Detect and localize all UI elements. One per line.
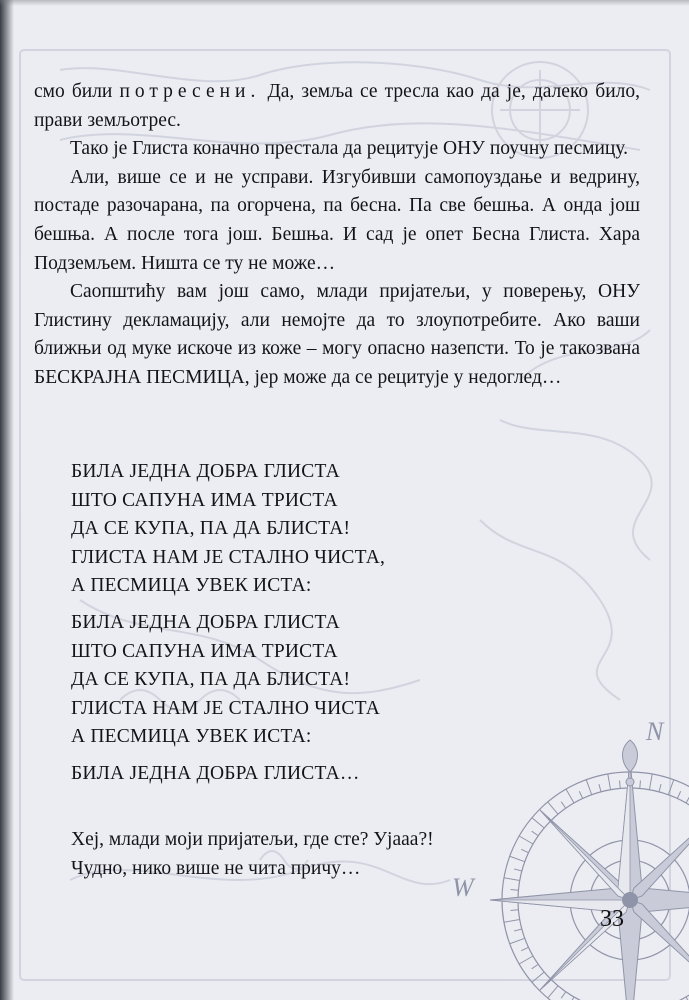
- closing-line-1: Хеј, млади моји пријатељи, где сте? Ујааа?!: [71, 829, 434, 850]
- poem-line: ГЛИСТА НАМ ЈЕ СТАЛНО ЧИСТА: [71, 697, 381, 719]
- closing-line-2: Чудно, нико више не чита причу…: [71, 857, 361, 879]
- compass-tick: [514, 929, 522, 931]
- compass-tick: [532, 818, 544, 828]
- poem-line: ДА СЕ КУПА, ПА ДА БЛИСТА!: [71, 518, 351, 539]
- compass-tick: [640, 780, 641, 788]
- page-number: 33: [600, 906, 624, 932]
- compass-tick: [510, 856, 525, 861]
- poem-line: А ПЕСМИЦА УВЕК ИСТА:: [71, 726, 312, 747]
- compass-tick: [521, 849, 528, 852]
- compass-west-label: W: [452, 873, 474, 902]
- compass-tick: [649, 774, 652, 790]
- poem-line: ДА СЕ КУПА, ПА ДА БЛИСТА!: [71, 669, 351, 690]
- compass-rose-illustration: [430, 700, 689, 1000]
- paragraph-4: Саопштићу вам још само, млади пријатељи, у поверењу, ОНУ Глистину декламацију, али немојте да то злоупотребите. Ако ваши ближњи од муке искоче из коже – могу опасно назепсти. То је такозвана БЕСКРАЈНА ПЕСМИЦА, јер може да се рецитује у недоглед…: [34, 281, 640, 388]
- poem-line: ШТО САПУНА ИМА ТРИСТА: [71, 640, 338, 662]
- compass-tick: [510, 910, 518, 911]
- compass-tick: [620, 780, 621, 788]
- poem-line: БИЛА ЈЕДНА ДОБРА ГЛИСТА…: [71, 763, 360, 784]
- prose-block: [34, 78, 640, 393]
- poem-line: А ПЕСМИЦА УВЕК ИСТА:: [71, 575, 312, 596]
- compass-tick: [532, 972, 544, 982]
- compass-tick: [586, 780, 591, 795]
- compass-tick: [519, 956, 533, 964]
- paragraph-1-prefix: смо били: [34, 81, 120, 102]
- compass-tick: [677, 791, 680, 798]
- poem-line: БИЛА ЈЕДНА ДОБРА ГЛИСТА: [71, 461, 340, 482]
- compass-tick: [579, 791, 582, 798]
- compass-tick: [514, 869, 522, 871]
- compass-tick: [519, 836, 533, 844]
- compass-tick: [608, 774, 611, 790]
- compass-tick: [561, 992, 566, 999]
- compass-tick: [510, 890, 518, 891]
- compass-tick: [548, 986, 558, 998]
- compass-tick: [566, 789, 574, 803]
- compass-tick: [532, 964, 539, 969]
- poem-line: БИЛА ЈЕДНА ДОБРА ГЛИСТА: [71, 612, 340, 633]
- paragraph-3: Али, више се и не усправи. Изгубивши самопоуздање и ведрину, постаде разочарана, па огорчена, па бесна. Па све бешња. А онда још бешња. А после тога још. Бешња. И сад је опет Бесна Глиста. Хара Подземљем. Ништа се ту не може…: [34, 166, 640, 274]
- compass-tick: [668, 780, 673, 795]
- spaced-word: потресени.: [119, 81, 261, 102]
- compass-tick: [504, 878, 520, 881]
- compass-tick: [659, 784, 661, 792]
- compass-tick: [548, 802, 558, 814]
- poem-line: ГЛИСТА НАМ ЈЕ СТАЛНО ЧИСТА,: [71, 546, 386, 568]
- compass-tick: [561, 802, 566, 809]
- compass-tick: [521, 947, 528, 950]
- compass-north-label: N: [646, 717, 664, 746]
- paragraph-1-rest: Да, земља се тресла као да је, далеко било, прави земљотрес.: [34, 81, 640, 131]
- paragraph-1: [34, 78, 640, 135]
- poem-stanza-1: [71, 458, 591, 601]
- compass-tick: [504, 919, 520, 922]
- compass-tick: [532, 831, 539, 836]
- paragraph-2: Тако је Глиста коначно престала да рецитује ОНУ поучну песмицу.: [70, 138, 629, 160]
- compass-tick: [599, 784, 601, 792]
- poem-line: ШТО САПУНА ИМА ТРИСТА: [71, 489, 338, 511]
- compass-tick: [510, 938, 525, 943]
